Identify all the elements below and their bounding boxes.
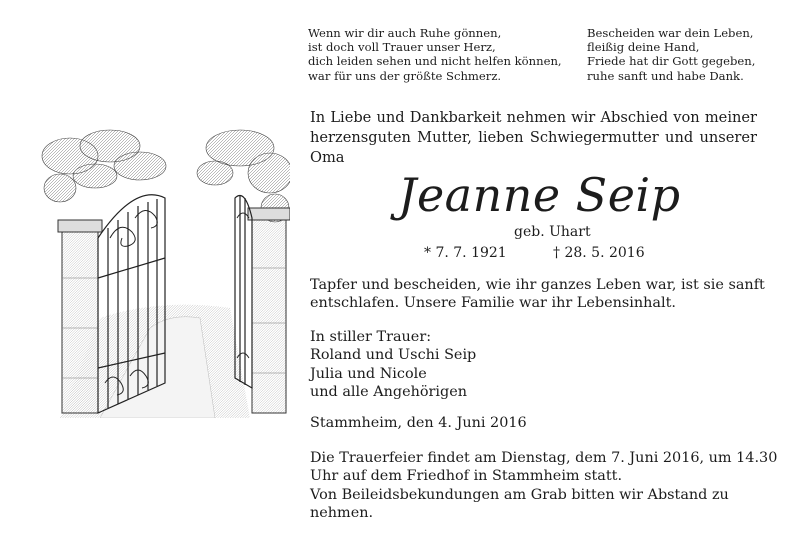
- mourner: und alle Angehörigen: [310, 383, 467, 400]
- mourner: Julia und Nicole: [310, 365, 427, 382]
- intro-line: In Liebe und Dankbarkeit nehmen wir Abschied von meiner: [310, 109, 757, 126]
- foliage-left: [42, 130, 166, 202]
- text-line: entschlafen. Unsere Familie war ihr Lebensinhalt.: [310, 295, 676, 312]
- service-info: [310, 449, 777, 522]
- mourner: Roland und Uschi Seip: [310, 347, 477, 364]
- death-date: † 28. 5. 2016: [553, 245, 645, 261]
- text-line: Die Trauerfeier findet am Dienstag, dem 7. Juni 2016, um 14.30: [310, 450, 778, 466]
- poem-line: Wenn wir dir auch Ruhe gönnen,: [308, 26, 502, 40]
- poem-line: war für uns der größte Schmerz.: [308, 68, 502, 83]
- right-pillar: [248, 208, 290, 413]
- poem-left: [308, 26, 562, 83]
- poem-line: ist doch voll Trauer unser Herz,: [308, 40, 496, 55]
- poem-right: [587, 26, 755, 83]
- intro-line: herzensguten Mutter, lieben Schwiegermutter und unserer Oma: [310, 129, 757, 166]
- birth-date: * 7. 7. 1921: [424, 245, 507, 261]
- text-line: nehmen.: [310, 504, 374, 521]
- birth-name: geb. Uhart: [514, 224, 591, 240]
- deceased-name: Jeanne Seip: [398, 168, 681, 222]
- poem-line: Friede hat dir Gott gegeben,: [587, 54, 756, 69]
- text-line: Von Beileidsbekundungen am Grab bitten wir Abstand zu: [310, 486, 729, 503]
- poem-line: ruhe sanft und habe Dank.: [587, 68, 744, 83]
- place-date: Stammheim, den 4. Juni 2016: [310, 415, 527, 431]
- garden-gate-illustration: [40, 128, 290, 418]
- text-line: Tapfer und bescheiden, wie ihr ganzes Leben war, ist sie sanft: [310, 277, 765, 293]
- mourners-heading: In stiller Trauer:: [310, 329, 432, 345]
- poem-line: dich leiden sehen und nicht helfen können,: [308, 54, 562, 69]
- intro-text: [310, 108, 757, 168]
- left-pillar: [58, 220, 102, 413]
- poem-line: fleißig deine Hand,: [587, 40, 700, 55]
- poem-line: Bescheiden war dein Leben,: [587, 26, 754, 40]
- text-line: Uhr auf dem Friedhof in Stammheim statt.: [310, 468, 623, 485]
- mourners-list: [310, 328, 476, 401]
- tribute-text: [310, 276, 765, 313]
